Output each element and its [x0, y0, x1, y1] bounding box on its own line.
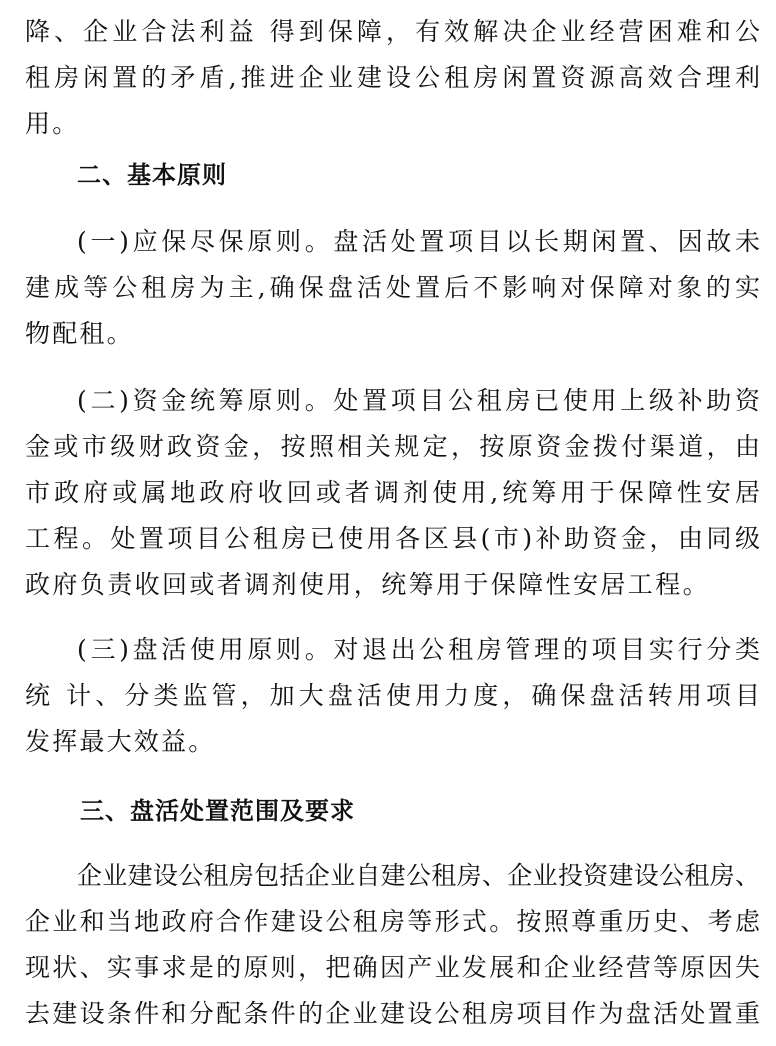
text-line: 企业和当地政府合作建设公租房等形式。按照尊重历史、考虑: [25, 907, 760, 936]
text-line: 租房闲置的矛盾,推进企业建设公租房闲置资源高效合理利: [25, 63, 760, 92]
text-line: 市政府或属地政府收回或者调剂使用,统筹用于保障性安居: [25, 478, 760, 507]
text-line: (二)资金统筹原则。处置项目公租房已使用上级补助资: [77, 386, 760, 415]
text-line: 用。: [25, 109, 80, 138]
text-line: 去建设条件和分配条件的企业建设公租房项目作为盘活处置重: [25, 999, 760, 1028]
section-heading-basic-principles: 二、基本原则: [77, 161, 227, 189]
text-line: 建成等公租房为主,确保盘活处置后不影响对保障对象的实: [25, 273, 760, 302]
text-line: (三)盘活使用原则。对退出公租房管理的项目实行分类: [77, 635, 760, 664]
text-line: 发挥最大效益。: [25, 727, 216, 756]
text-line: 统 计、分类监管，加大盘活使用力度，确保盘活转用项目: [25, 681, 760, 710]
text-line: 降、企业合法利益 得到保障，有效解决企业经营困难和公: [25, 17, 760, 46]
text-line: 工程。处置项目公租房已使用各区县(市)补助资金，由同级: [25, 524, 760, 553]
text-line: (一)应保尽保原则。盘活处置项目以长期闲置、因故未: [77, 227, 760, 256]
text-line: 金或市级财政资金，按照相关规定，按原资金拨付渠道，由: [25, 432, 760, 461]
text-line: 企业建设公租房包括企业自建公租房、企业投资建设公租房、: [77, 861, 760, 890]
text-line: 政府负责收回或者调剂使用，统筹用于保障性安居工程。: [25, 570, 711, 599]
text-line: 物配租。: [25, 319, 134, 348]
text-line: 现状、实事求是的原则，把确因产业发展和企业经营等原因失: [25, 953, 760, 982]
section-heading-scope-and-requirements: 三、盘活处置范围及要求: [80, 797, 355, 825]
